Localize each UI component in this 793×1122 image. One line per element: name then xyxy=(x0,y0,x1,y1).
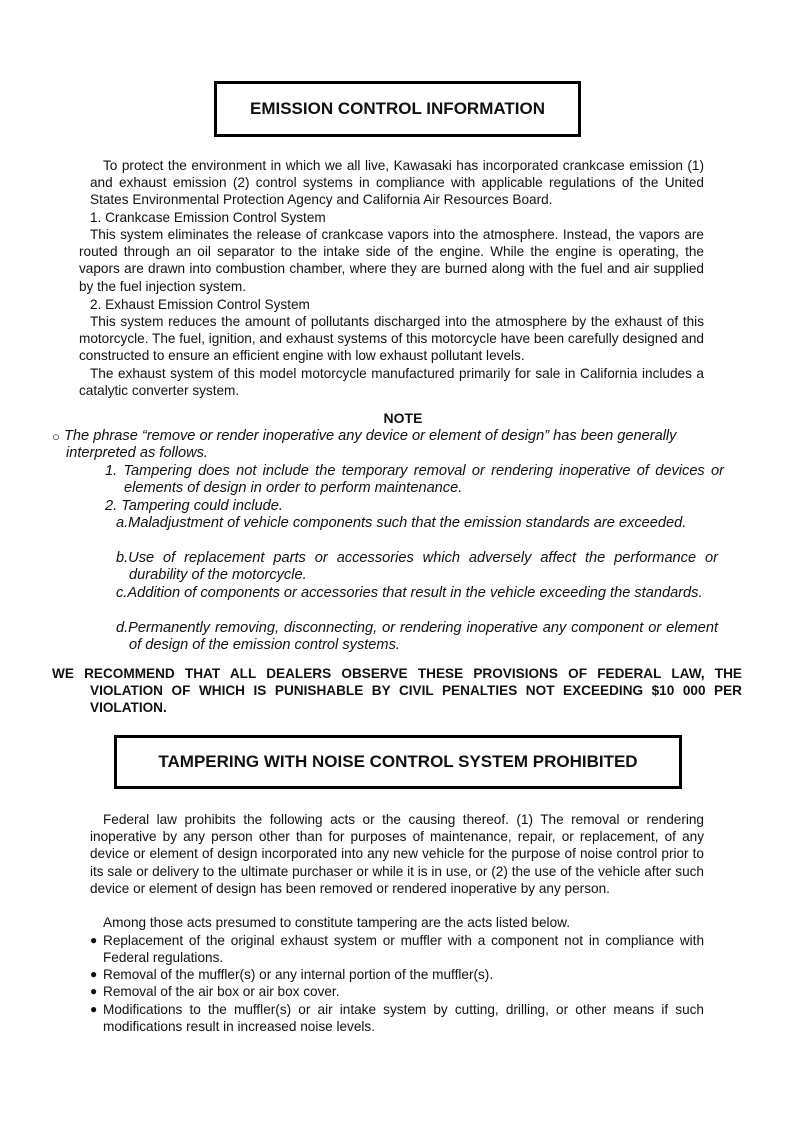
note-sub-a: a.Maladjustment of vehicle components such that the emission standards are exceeded. xyxy=(116,515,687,531)
item2-heading: 2. Exhaust Emission Control System xyxy=(90,297,310,312)
noise-bullet-4: Modifications to the muffler(s) or air intake system by cutting, drilling, or other means if such modifications result in increased noise levels. xyxy=(103,1002,704,1035)
noise-title: TAMPERING WITH NOISE CONTROL SYSTEM PROHIBITED xyxy=(158,752,638,771)
note-sub-d: d.Permanently removing, disconnecting, or rendering inoperative any component or element of design of the emission control systems. xyxy=(116,620,718,654)
noise-title-box xyxy=(114,735,682,789)
note-sub-c: c.Addition of components or accessories that result in the vehicle exceeding the standards. xyxy=(116,585,703,601)
note-point-1: 1. Tampering does not include the temporary removal or rendering inoperative of devices or elements of design in order to perform maintenance. xyxy=(105,463,724,497)
note-point-2: 2. Tampering could include. xyxy=(105,498,283,514)
bullet-icon: ● xyxy=(90,933,98,947)
note-bullet-icon: ○ xyxy=(52,429,60,444)
emission-title: EMISSION CONTROL INFORMATION xyxy=(250,99,545,118)
note-lead: The phrase “remove or render inoperative any device or element of design” has been generally interpreted as follows. xyxy=(64,428,677,462)
bullet-icon: ● xyxy=(90,967,98,981)
item2-body: This system reduces the amount of pollutants discharged into the atmosphere by the exhaust of this motorcycle. The fuel, ignition, and exhaust systems of this motorcycle have been carefully designed and constructed to ensure an efficient engine with low exhaust pollutant levels. xyxy=(79,314,704,364)
noise-intro: Federal law prohibits the following acts or the causing thereof. (1) The removal or rendering inoperative by any person other than for purposes of maintenance, repair, or replacement, of any device or element of design incorporated into any new vehicle for the purpose of noise control prior to its sale or delivery to the ultimate purchaser or while it is in use, or (2) the use of the vehicle after such device or element of design has been removed or rendered inoperative by any person. xyxy=(90,812,704,896)
noise-bullet-3: Removal of the air box or air box cover. xyxy=(103,984,340,999)
noise-bullet-2: Removal of the muffler(s) or any internal portion of the muffler(s). xyxy=(103,967,494,982)
item1-body: This system eliminates the release of crankcase vapors into the atmosphere. Instead, the vapors are routed through an oil separator to the intake side of the engine. While the engine is operating, the vapors are drawn into combustion chamber, where they are burned along with the fuel and air supplied by the fuel injection system. xyxy=(79,227,704,294)
emission-intro: To protect the environment in which we all live, Kawasaki has incorporated crankcase emission (1) and exhaust emission (2) control systems in compliance with applicable regulations of the United States Environmental Protection Agency and California Air Resources Board. xyxy=(90,158,704,208)
noise-among: Among those acts presumed to constitute tampering are the acts listed below. xyxy=(103,915,570,930)
item1-heading: 1. Crankcase Emission Control System xyxy=(90,210,326,225)
emission-title-box xyxy=(214,81,581,137)
note-heading: NOTE xyxy=(383,410,423,426)
federal-law-warning: WE RECOMMEND THAT ALL DEALERS OBSERVE THESE PROVISIONS OF FEDERAL LAW, THE VIOLATION OF WHICH IS PUNISHABLE BY CIVIL PENALTIES NOT EXCEEDING $10 000 PER VIOLATION. xyxy=(52,666,742,716)
note-sub-b: b.Use of replacement parts or accessories which adversely affect the performance or durability of the motorcycle. xyxy=(116,550,718,584)
noise-bullet-1: Replacement of the original exhaust system or muffler with a component not in compliance with Federal regulations. xyxy=(103,933,704,966)
california-note: The exhaust system of this model motorcycle manufactured primarily for sale in California includes a catalytic converter system. xyxy=(79,366,704,399)
bullet-icon: ● xyxy=(90,984,98,998)
bullet-icon: ● xyxy=(90,1002,98,1016)
